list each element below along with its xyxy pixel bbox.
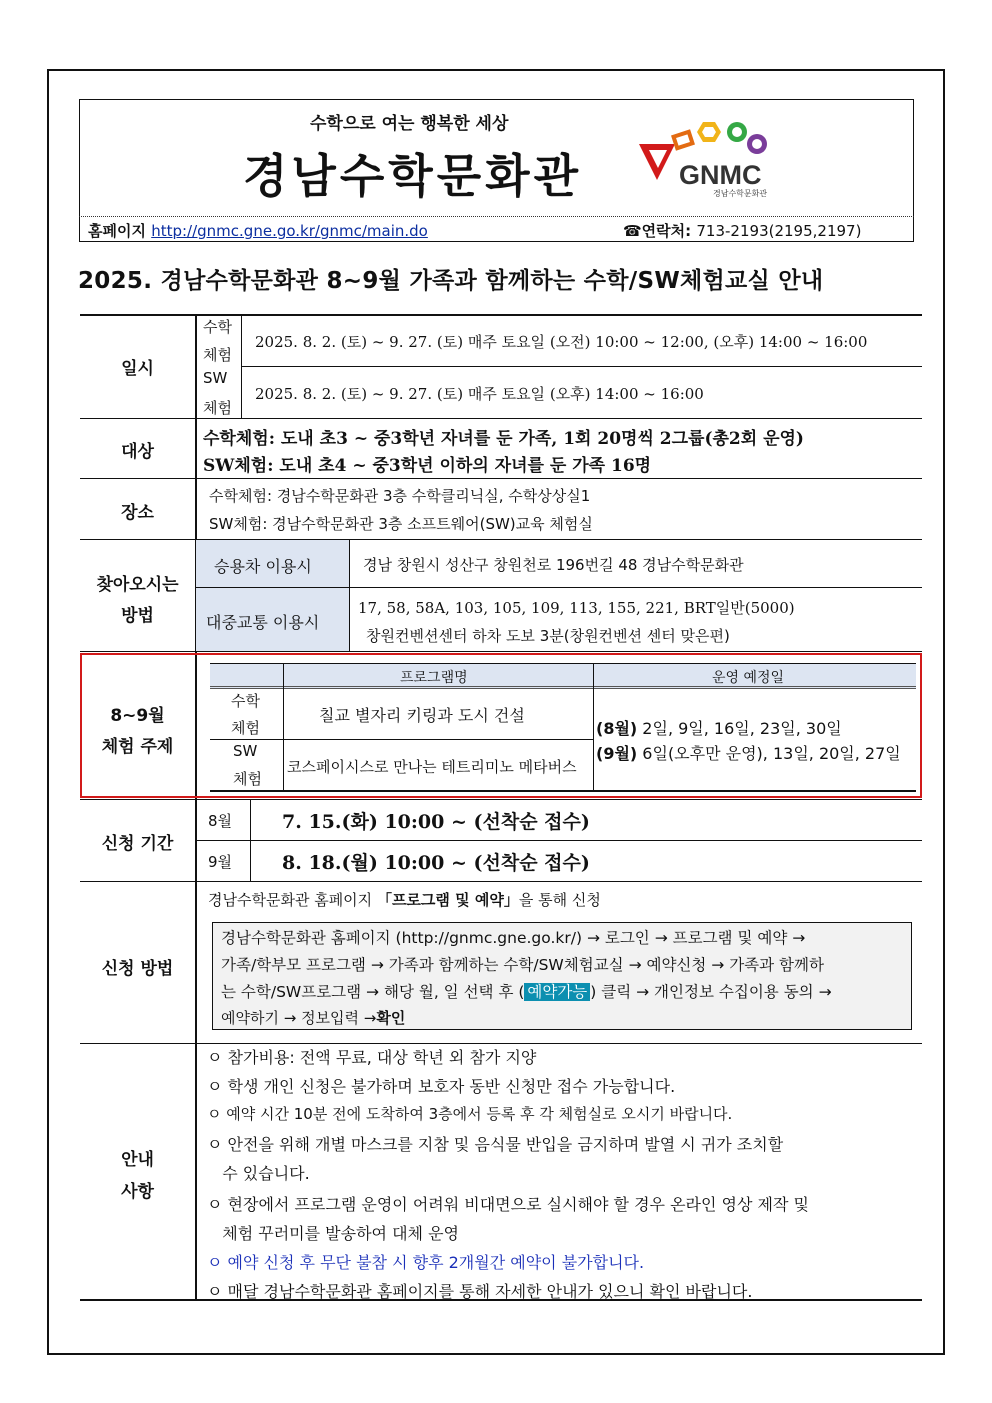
homepage-link[interactable]: http://gnmc.gne.go.kr/gnmc/main.do xyxy=(151,222,428,240)
car-label: 승용차 이용시 xyxy=(214,557,312,576)
themes-row-divider xyxy=(210,739,593,740)
apply-step-4-pre: 예약하기 → 정보입력 → xyxy=(221,1009,377,1027)
bus-routes: 17, 58, 58A, 103, 105, 109, 113, 155, 221, BRT일반(5000) xyxy=(358,599,795,617)
apply-step-line-1: 경남수학문화관 홈페이지 (http://gnmc.gne.go.kr/) → 로그인 → 프로그램 및 예약 → xyxy=(221,929,806,947)
logo-subtext: 경남수학문화관 xyxy=(713,189,768,198)
apply-step-line-4 xyxy=(221,1007,405,1028)
themes-label-1: 8~9월 xyxy=(110,706,165,726)
target-label: 대상 xyxy=(121,442,154,462)
apply-method-label: 신청 방법 xyxy=(101,959,174,979)
logo-circle-green-inner xyxy=(732,127,742,137)
notice-label-2: 사항 xyxy=(121,1182,154,1202)
themes-col-program: 프로그램명 xyxy=(400,670,468,686)
logo-text: GNMC xyxy=(679,160,762,190)
themes-sep-label: (9월) xyxy=(596,744,638,763)
contact-label: ☎연락처: xyxy=(623,222,692,240)
schedule-row-divider xyxy=(241,366,922,367)
apply-method-intro xyxy=(208,889,601,910)
apply-aug-text: 7. 15.(화) 10:00 ~ (선착순 접수) xyxy=(282,811,590,833)
apply-step-line-3 xyxy=(221,980,832,1002)
apply-intro-bold: 「프로그램 및 예약」 xyxy=(376,891,519,909)
homepage-line xyxy=(88,220,428,241)
contact-number: 713-2193(2195,2197) xyxy=(696,222,862,240)
car-address: 경남 창원시 성산구 창원천로 196번길 48 경남수학문화관 xyxy=(363,556,744,574)
directions-sub-divider xyxy=(349,539,350,651)
bus-label: 대중교통 이용시 xyxy=(206,613,320,632)
header-divider xyxy=(79,216,914,217)
directions-label-2: 방법 xyxy=(121,606,154,626)
notice-item: ㅇ 예약 시간 10분 전에 도착하여 3층에서 등록 후 각 체험실로 오시기 바랍니다. xyxy=(207,1105,733,1123)
row-rule-2 xyxy=(80,478,922,479)
notice-item: ㅇ 현장에서 프로그램 운영이 어려워 비대면으로 실시해야 할 경우 온라인 영상 제작 및 xyxy=(207,1195,809,1214)
apply-step-3-pre: 는 수학/SW프로그램 → 해당 월, 일 선택 후 ( xyxy=(221,983,525,1001)
themes-aug-label: (8월) xyxy=(596,719,638,738)
table-label-divider xyxy=(195,314,197,1300)
bus-stop: 창원컨벤션센터 하차 도보 3분(창원컨벤션 센터 맞은편) xyxy=(366,627,730,645)
apply-period-label: 신청 기간 xyxy=(101,834,174,854)
apply-sep-month: 9월 xyxy=(208,853,233,871)
themes-col-dates: 운영 예정일 xyxy=(712,670,785,686)
themes-sw-label-2: 체험 xyxy=(233,770,262,788)
schedule-sw-label-2: 체험 xyxy=(203,399,232,417)
themes-math-program: 칠교 별자리 키링과 도시 건설 xyxy=(319,706,525,725)
apply-step-3-post: ) 클릭 → 개인정보 수집이용 동의 → xyxy=(590,983,832,1001)
notice-item: ㅇ 참가비용: 전액 무료, 대상 학년 외 참가 지양 xyxy=(207,1048,537,1067)
themes-col-divider-1 xyxy=(283,663,284,791)
homepage-label: 홈페이지 xyxy=(88,222,146,240)
row-rule-7 xyxy=(80,1043,922,1044)
notice-label-1: 안내 xyxy=(121,1150,154,1170)
schedule-math-label-2: 체험 xyxy=(203,346,232,364)
row-rule-5 xyxy=(80,799,922,800)
slogan: 수학으로 여는 행복한 세상 xyxy=(310,114,509,134)
themes-label-2: 체험 주제 xyxy=(101,737,174,757)
themes-col-divider-2 xyxy=(593,663,594,791)
apply-sep-text: 8. 18.(월) 10:00 ~ (선착순 접수) xyxy=(282,852,590,874)
row-rule-4 xyxy=(80,651,922,652)
schedule-label: 일시 xyxy=(121,359,154,379)
themes-sep-dates xyxy=(596,741,901,764)
schedule-sw-label-1: SW xyxy=(203,369,228,387)
notice-item: ㅇ 학생 개인 신청은 불가하며 보호자 동반 신청만 접수 가능합니다. xyxy=(207,1077,676,1096)
themes-math-label-2: 체험 xyxy=(231,719,260,737)
target-line-2: SW체험: 도내 초4 ~ 중3학년 이하의 자녀를 둔 가족 16명 xyxy=(203,456,652,476)
gnmc-logo xyxy=(635,118,785,200)
themes-bottom-rule xyxy=(210,790,916,792)
document-title: 2025. 경남수학문화관 8~9월 가족과 함께하는 수학/SW체험교실 안내 xyxy=(78,268,824,294)
schedule-math-label-1: 수학 xyxy=(203,318,232,336)
themes-aug-days: 2일, 9일, 16일, 23일, 30일 xyxy=(637,719,842,738)
notice-item: 수 있습니다. xyxy=(207,1164,310,1183)
place-label: 장소 xyxy=(121,503,154,523)
notice-item: ㅇ 안전을 위해 개별 마스크를 지참 및 음식물 반입을 금지하며 발열 시 귀가 조치할 xyxy=(207,1135,784,1154)
org-title: 경남수학문화관 xyxy=(243,149,583,203)
period-row-divider xyxy=(196,840,922,841)
reservation-available-badge: 예약가능 xyxy=(524,983,590,1001)
schedule-sw-time: 2025. 8. 2. (토) ~ 9. 27. (토) 매주 토요일 (오후) 14:00 ~ 16:00 xyxy=(255,385,704,403)
schedule-math-time: 2025. 8. 2. (토) ~ 9. 27. (토) 매주 토요일 (오전) 10:00 ~ 12:00, (오후) 14:00 ~ 16:00 xyxy=(255,333,868,351)
apply-intro-post: 을 통해 신청 xyxy=(518,891,601,909)
notice-item-warning: ㅇ 예약 신청 후 무단 불참 시 향후 2개월간 예약이 불가합니다. xyxy=(207,1253,645,1272)
notice-item: 체험 꾸러미를 발송하여 대체 운영 xyxy=(207,1224,459,1243)
themes-aug-dates xyxy=(596,716,842,739)
themes-table-header xyxy=(210,663,916,689)
place-line-1: 수학체험: 경남수학문화관 3층 수학클리닉실, 수학상상실1 xyxy=(209,487,591,505)
logo-circle-purple-inner xyxy=(752,139,762,149)
target-line-1: 수학체험: 도내 초3 ~ 중3학년 자녀를 둔 가족, 1회 20명씩 2그룹(총2회 운영) xyxy=(203,429,804,449)
apply-step-4-bold: 확인 xyxy=(376,1009,406,1027)
notice-item: ㅇ 매달 경남수학문화관 홈페이지를 통해 자세한 안내가 있으니 확인 바랍니다. xyxy=(207,1282,753,1301)
themes-sw-label-1: SW xyxy=(233,742,258,760)
directions-row-divider xyxy=(196,587,922,588)
directions-label-1: 찾아오시는 xyxy=(96,575,179,595)
row-rule-1 xyxy=(80,418,922,419)
apply-intro-pre: 경남수학문화관 홈페이지 xyxy=(208,891,377,909)
themes-math-label-1: 수학 xyxy=(231,692,260,710)
contact-line xyxy=(623,220,861,241)
themes-sep-days: 6일(오후만 운영), 13일, 20일, 27일 xyxy=(637,744,901,763)
place-line-2: SW체험: 경남수학문화관 3층 소프트웨어(SW)교육 체험실 xyxy=(209,515,593,533)
row-rule-6 xyxy=(80,881,922,882)
themes-sw-program: 코스페이시스로 만나는 테트리미노 메타버스 xyxy=(287,758,577,776)
apply-aug-month: 8월 xyxy=(208,812,233,830)
apply-step-line-2: 가족/학부모 프로그램 → 가족과 함께하는 수학/SW체험교실 → 예약신청 → 가족과 함께하 xyxy=(221,956,824,974)
